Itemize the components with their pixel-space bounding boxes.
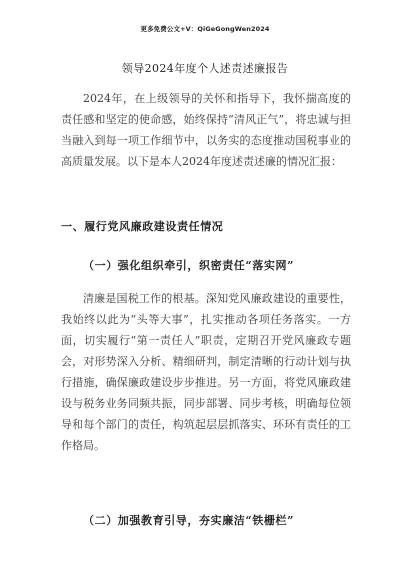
subsection-heading-1: （一）强化组织牵引，织密责任“落实网” [83,259,295,272]
body-paragraph-1: 清廉是国税工作的根基。深知党风廉政建设的重要性，我始终以此为“头等大事”，扎实推动各项任务落实。一方面，切实履行“第一责任人”职责，定期召开党风廉政专题会，对形势深入分析、精细研判，制定清晰的行动计划与执行措施，确保廉政建设步步推进。另一方面，将党风廉政建设与税务业务同频共振，同步部署、同步考核，明确每位领导和每个部门的责任，构筑起层层抓落实、环环有责任的工作格局。 [61,292,351,452]
intro-paragraph: 2024年，在上级领导的关怀和指导下，我怀揣高度的责任感和坚定的使命感，始终保持“清风正气”，将忠诚与担当融入到每一项工作细节中，以务实的态度推动国税事业的高质量发展。以下是本人2024年度述责述廉的情况汇报： [61,92,351,168]
header-note: 更多免费公文+V：QiGeGongWen2024 [140,25,270,33]
subsection-heading-2: （二）加强教育引导，夯实廉洁“铁栅栏” [83,514,295,527]
document-title: 领导2024年度个人述责述廉报告 [121,62,289,75]
section-heading-1: 一、履行党风廉政建设责任情况 [61,220,224,233]
